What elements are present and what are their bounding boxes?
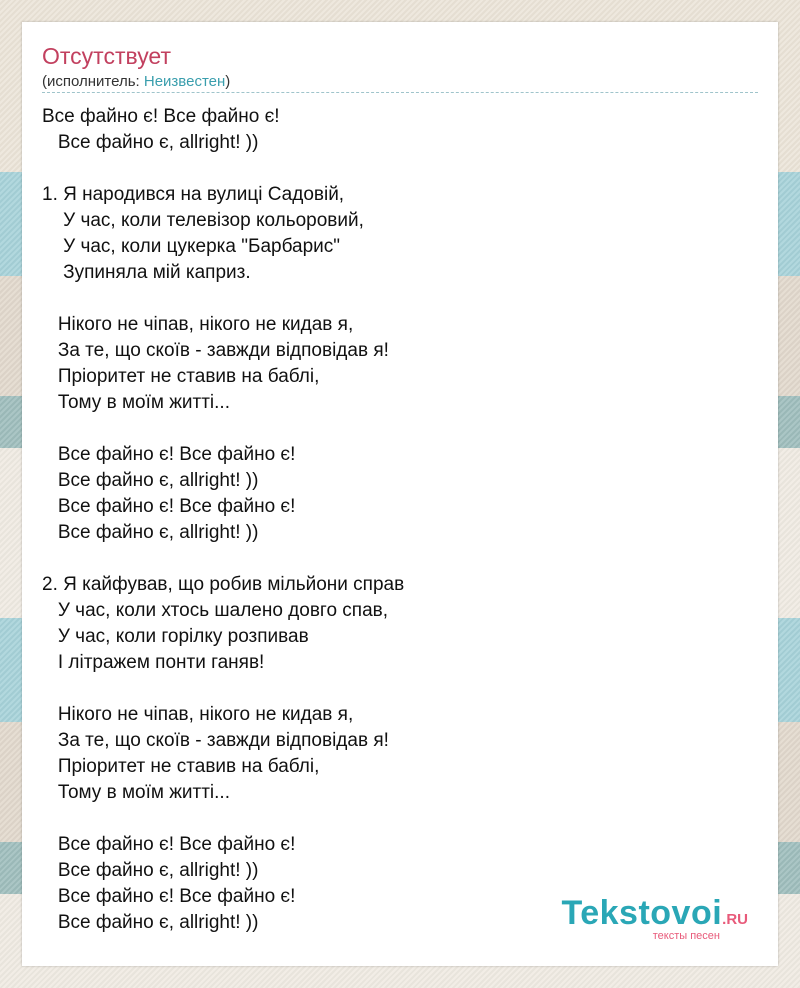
lyric-line: У час, коли цукерка "Барбарис" [42, 236, 341, 257]
lyric-line: Все файно є, allright! )) [42, 860, 259, 881]
logo-wordmark: Tekstovoi [561, 894, 723, 932]
stanza-break [42, 546, 758, 572]
lyrics-text [42, 104, 758, 936]
lyric-line: 2. Я кайфував, що робив мільйони справ [42, 574, 405, 595]
artist-prefix: (исполнитель: [42, 73, 144, 90]
lyric-line: У час, коли хтось шалено довго спав, [42, 600, 389, 621]
lyric-line: Все файно є! Все файно є! [42, 444, 296, 465]
lyric-line: 1. Я народився на вулиці Садовій, [42, 184, 345, 205]
lyric-line: У час, коли телевізор кольоровий, [42, 210, 364, 231]
lyrics-card [22, 22, 778, 966]
title-divider [42, 92, 758, 93]
lyric-line: І літражем понти ганяв! [42, 652, 265, 673]
lyric-line: Все файно є, allright! )) [42, 132, 259, 153]
stanza-break [42, 286, 758, 312]
artist-suffix: ) [225, 73, 231, 90]
lyric-line: Нікого не чіпав, нікого не кидав я, [42, 314, 354, 335]
lyric-line: Тому в моїм житті... [42, 782, 230, 803]
artist-link[interactable]: Неизвестен [143, 73, 226, 90]
lyric-line: У час, коли горілку розпивав [42, 626, 309, 647]
lyric-line: Пріоритет не ставив на баблі, [42, 366, 320, 387]
lyric-line: Тому в моїм житті... [42, 392, 230, 413]
song-title: Отсутствует [42, 43, 171, 69]
lyric-line: За те, що скоїв - завжди відповідав я! [42, 730, 389, 751]
lyric-line: Все файно є! Все файно є! [42, 834, 296, 855]
lyric-line: Все файно є! Все файно є! [42, 496, 296, 517]
artist-line [42, 73, 230, 91]
lyric-line: Нікого не чіпав, нікого не кидав я, [42, 704, 354, 725]
logo-tagline: тексты песен [652, 930, 720, 942]
site-logo[interactable] [561, 896, 748, 942]
lyric-line: Все файно є! Все файно є! [42, 106, 280, 127]
stanza-break [42, 676, 758, 702]
lyric-line: За те, що скоїв - завжди відповідав я! [42, 340, 389, 361]
lyric-line: Все файно є, allright! )) [42, 912, 259, 933]
lyric-line: Пріоритет не ставив на баблі, [42, 756, 320, 777]
lyric-line: Все файно є, allright! )) [42, 470, 259, 491]
logo-domain: .RU [722, 911, 748, 928]
stanza-break [42, 416, 758, 442]
lyric-line: Все файно є, allright! )) [42, 522, 259, 543]
lyric-line: Зупиняла мій каприз. [42, 262, 251, 283]
stanza-break [42, 156, 758, 182]
stanza-break [42, 806, 758, 832]
lyric-line: Все файно є! Все файно є! [42, 886, 296, 907]
